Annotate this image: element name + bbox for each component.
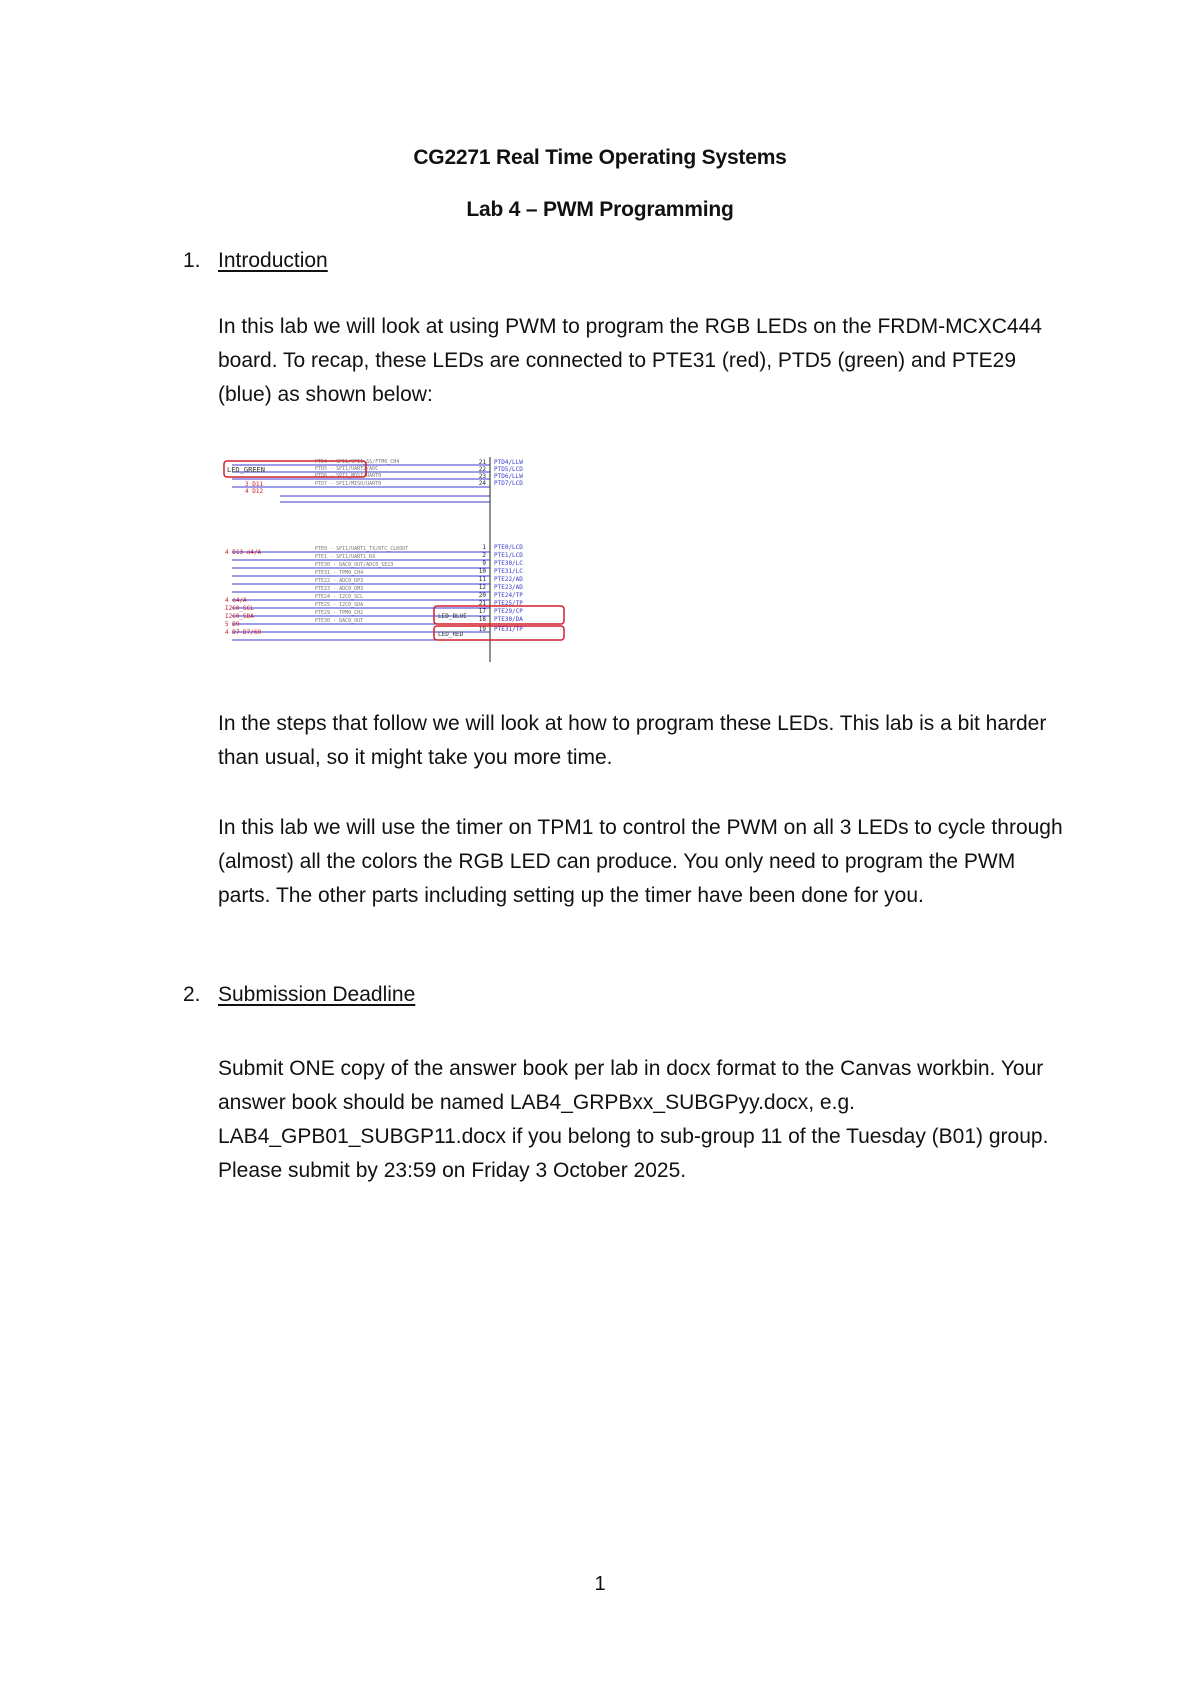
- svg-text:5 D9: 5 D9: [225, 621, 240, 628]
- pin-label: PTE1/LCD: [494, 552, 523, 559]
- intro-paragraph-2: In the steps that follow we will look at how to program these LEDs. This lab is a bit harder than usual, so it might take you more time.: [218, 712, 1047, 769]
- net-label-green: LED_GREEN: [227, 466, 265, 474]
- pin-label: PTE30/DA: [494, 616, 523, 623]
- pin-number: 12: [478, 584, 486, 591]
- pin-number: 23: [478, 473, 486, 480]
- intro-paragraph-1: In this lab we will look at using PWM to program the RGB LEDs on the FRDM-MCXC444 board. To recap, these LEDs are connected to PTE31 (red), PTD5 (green) and PTE29 (blue) as shown below:: [218, 315, 1042, 406]
- pin-label: PTE29/CP: [494, 608, 523, 615]
- svg-text:PTD4 - SPI1/SPI1_SS/FTM0_CH4: PTD4 - SPI1/SPI1_SS/FTM0_CH4: [315, 459, 400, 465]
- submission-paragraph: Submit ONE copy of the answer book per lab in docx format to the Canvas workbin. Your answer book should be named LAB4_GRPBxx_SUBGPyy.docx, e.g. LAB4_GPB01_SUBGP11.docx if you belong to sub-group 11 of the Tuesday (B01) group. Please submit by 23:59 on Friday 3 October 2025.: [218, 1057, 1049, 1182]
- pin-label: PTE22/AD: [494, 576, 523, 583]
- pin-label: PTD5/LCD: [494, 466, 523, 473]
- pin-number: 10: [478, 568, 486, 575]
- pin-label: PTD6/LLW: [494, 473, 523, 480]
- svg-text:PTE23 - ADC0_DM3: PTE23 - ADC0_DM3: [315, 586, 364, 592]
- svg-text:I2C0_SCL: I2C0_SCL: [225, 605, 254, 612]
- pin-number: 17: [478, 608, 486, 615]
- pin-label: PTE30/LC: [494, 560, 523, 567]
- svg-text:PTE24 - I2C0_SCL: PTE24 - I2C0_SCL: [315, 594, 364, 600]
- net-label-blue: LED_BLUE: [438, 613, 467, 620]
- course-title: CG2271 Real Time Operating Systems: [413, 146, 787, 169]
- pin-number: 1: [482, 544, 486, 551]
- pin-label: PTE23/AD: [494, 584, 523, 591]
- pin-label: PTD7/LCD: [494, 480, 523, 487]
- pin-number: 11: [478, 576, 486, 583]
- svg-text:3 D11: 3 D11: [245, 481, 264, 488]
- pin-number: 21: [478, 459, 486, 466]
- svg-text:PTD5 - SPI1/UART2/ADC: PTD5 - SPI1/UART2/ADC: [315, 466, 379, 472]
- svg-text:PTE25 - I2C0_SDA: PTE25 - I2C0_SDA: [315, 602, 364, 608]
- pin-number: 9: [482, 560, 486, 567]
- pin-label: PTE25/TP: [494, 600, 523, 607]
- lab-title: Lab 4 – PWM Programming: [466, 198, 734, 221]
- section-1-number: 1.: [183, 249, 201, 272]
- section-2-number: 2.: [183, 983, 201, 1006]
- svg-text:PTE31 - TPM0_CH4: PTE31 - TPM0_CH4: [315, 570, 364, 576]
- intro-paragraph-3: In this lab we will use the timer on TPM1 to control the PWM on all 3 LEDs to cycle through (almost) all the colors the RGB LED can produce. You only need to program the PWM parts. The other parts including setting up the timer have been done for you.: [218, 816, 1063, 907]
- section-1-heading: Introduction: [218, 249, 328, 272]
- svg-text:PTE0 - SPI1/UART1_TX/RTC_CLKOU: PTE0 - SPI1/UART1_TX/RTC_CLKOUT: [315, 546, 409, 552]
- led-schematic-figure: [220, 452, 570, 670]
- svg-text:4 D13 a4/A: 4 D13 a4/A: [225, 549, 262, 556]
- pin-number: 21: [478, 600, 486, 607]
- svg-text:PTE1 - SPI1/UART1_RX: PTE1 - SPI1/UART1_RX: [315, 554, 376, 560]
- section-2-heading: Submission Deadline: [218, 983, 416, 1006]
- svg-text:4 D12: 4 D12: [245, 488, 264, 495]
- svg-text:PTE30 - DAC0_OUT/ADC0_SE23: PTE30 - DAC0_OUT/ADC0_SE23: [315, 562, 394, 568]
- pin-label: PTE0/LCD: [494, 544, 523, 551]
- svg-text:PTD6 - SPI1_MOSI/UART0: PTD6 - SPI1_MOSI/UART0: [315, 473, 382, 479]
- svg-text:4 D7 D7/60: 4 D7 D7/60: [225, 629, 262, 636]
- pin-label: PTE31/TP: [494, 626, 523, 633]
- svg-text:I2C0_SDA: I2C0_SDA: [225, 613, 254, 620]
- svg-text:PTE22 - ADC0_DP3: PTE22 - ADC0_DP3: [315, 578, 364, 584]
- svg-text:PTD7 - SPI1/MISO/UART0: PTD7 - SPI1/MISO/UART0: [315, 481, 382, 487]
- svg-text:PTE29 - TPM0_CH2: PTE29 - TPM0_CH2: [315, 610, 364, 616]
- pin-label: PTD4/LLW: [494, 459, 523, 466]
- pin-number: 24: [478, 480, 486, 487]
- pin-number: 2: [482, 552, 486, 559]
- pin-number: 19: [478, 626, 486, 633]
- pin-label: PTE24/TP: [494, 592, 523, 599]
- svg-text:4 a4/A: 4 a4/A: [225, 597, 247, 604]
- svg-text:PTE30 - DAC0_OUT: PTE30 - DAC0_OUT: [315, 618, 364, 624]
- pin-number: 22: [478, 466, 486, 473]
- pin-number: 20: [478, 592, 486, 599]
- net-label-red: LED_RED: [438, 631, 464, 638]
- pin-label: PTE31/LC: [494, 568, 523, 575]
- page-number: 1: [594, 1573, 606, 1595]
- pin-number: 18: [478, 616, 486, 623]
